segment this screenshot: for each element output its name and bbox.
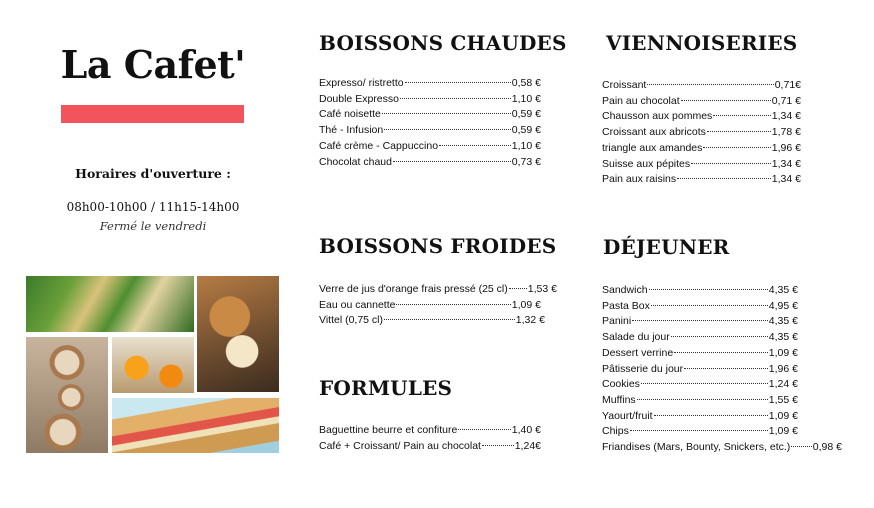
menu-item: Café crème - Cappuccino 1,10 € xyxy=(319,139,541,152)
menu-item: Salade du jour 4,35 € xyxy=(602,331,798,344)
menu-item: Croissant aux abricots 1,78 € xyxy=(602,126,801,139)
menu-item: Baguettine beurre et confiture 1,40 € xyxy=(319,424,541,436)
opening-hours-title: Horaires d'ouverture : xyxy=(75,166,231,181)
menu-item: Pain au chocolat 0,71 € xyxy=(602,94,801,107)
closed-day-note: Fermé le vendredi xyxy=(99,219,207,233)
menu-item: Vittel (0,75 cl) 1,32 € xyxy=(319,314,545,327)
sandwich-photo xyxy=(112,398,279,453)
menu-formules xyxy=(319,423,541,454)
menu-item: Suisse aux pépites 1,34 € xyxy=(602,157,801,170)
menu-item: Yaourt/fruit 1,09 € xyxy=(602,409,798,422)
left-panel xyxy=(0,0,300,508)
section-title-boissons-froides: BOISSONS FROIDES xyxy=(319,234,557,258)
menu-item: Cookies 1,24 € xyxy=(602,378,798,391)
menu-item: Expresso/ ristretto 0,58 € xyxy=(319,77,541,89)
menu-item: Verre de jus d'orange frais pressé (25 cl) 1,53 € xyxy=(319,283,557,295)
menu-item: Pain aux raisins 1,34 € xyxy=(602,173,801,186)
section-title-viennoiseries: VIENNOISERIES xyxy=(606,31,798,55)
menu-item: Thé - Infusion 0,59 € xyxy=(319,124,541,137)
section-title-formules: FORMULES xyxy=(319,376,453,400)
menu-item: Pasta Box 4,95 € xyxy=(602,299,798,312)
orange-juice-photo xyxy=(112,337,194,393)
menu-dejeuner xyxy=(602,283,842,456)
opening-hours-time: 08h00-10h00 / 11h15-14h00 xyxy=(66,200,240,214)
menu-boissons-chaudes xyxy=(319,76,541,170)
pastry-photo xyxy=(197,276,279,392)
menu-item: Café noisette 0,59 € xyxy=(319,108,541,121)
menu-item: Chips 1,09 € xyxy=(602,425,798,438)
menu-item: Chausson aux pommes 1,34 € xyxy=(602,110,801,123)
menu-item: Café + Croissant/ Pain au chocolat 1,24€ xyxy=(319,439,541,452)
page-title: La Cafet' xyxy=(60,42,246,87)
menu-item: Croissant 0,71€ xyxy=(602,79,801,91)
menu-item: Muffins 1,55 € xyxy=(602,393,798,406)
menu-item: triangle aux amandes 1,96 € xyxy=(602,141,801,154)
menu-item: Double Expresso 1,10 € xyxy=(319,92,541,105)
menu-item: Eau ou cannette 1,09 € xyxy=(319,298,541,311)
menu-item: Panini 4,35 € xyxy=(602,315,798,328)
section-title-dejeuner: DÉJEUNER xyxy=(603,235,730,259)
section-title-boissons-chaudes: BOISSONS CHAUDES xyxy=(319,31,567,55)
menu-item: Dessert verrine 1,09 € xyxy=(602,346,798,359)
menu-item: Chocolat chaud 0,73 € xyxy=(319,155,541,168)
menu-item: Pâtisserie du jour 1,96 € xyxy=(602,362,798,375)
menu-viennoiseries xyxy=(602,78,801,188)
salad-photo xyxy=(26,276,194,332)
coffee-photo xyxy=(26,337,108,453)
menu-item: Friandises (Mars, Bounty, Snickers, etc.) 0,98 € xyxy=(602,441,842,454)
menu-boissons-froides xyxy=(319,282,557,329)
menu-item: Sandwich 4,35 € xyxy=(602,284,798,296)
title-underline-bar xyxy=(61,105,244,123)
